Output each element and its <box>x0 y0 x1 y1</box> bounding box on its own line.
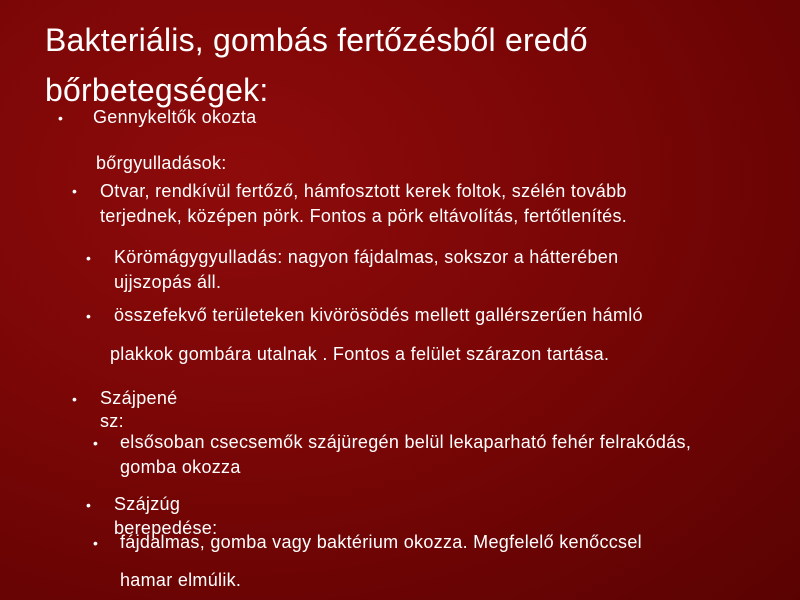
slide-title-line-1: Bakteriális, gombás fertőzésből eredő <box>45 22 588 58</box>
slide-title-line-2: bőrbetegségek: <box>45 72 269 108</box>
bullet-1-text-line-1: Gennykeltők okozta <box>93 107 257 127</box>
bullet-icon: • <box>93 435 98 451</box>
bullet-5-text-line-1: Szájpené <box>100 388 178 408</box>
bullet-icon: • <box>86 308 91 324</box>
bullet-icon: • <box>72 391 77 407</box>
bullet-8-text-line-1: fájdalmas, gomba vagy baktérium okozza. Megfelelő kenőccsel <box>120 532 642 552</box>
bullet-icon: • <box>86 250 91 266</box>
bullet-5-text-line-2: sz: <box>100 411 124 431</box>
bullet-6-text-line-1: elsősoban csecsemők szájüregén belül lekaparható fehér felrakódás, <box>120 432 692 452</box>
bullet-icon: • <box>72 183 77 199</box>
bullet-3-text-line-2: ujjszopás áll. <box>114 272 222 292</box>
bullet-2-text-line-1: Otvar, rendkívül fertőző, hámfosztott kerek foltok, szélén tovább <box>100 181 627 201</box>
bullet-8-text-line-2: hamar elmúlik. <box>120 570 242 590</box>
bullet-icon: • <box>86 497 91 513</box>
bullet-icon: • <box>93 535 98 551</box>
bullet-1-text-line-2: bőrgyulladások: <box>96 153 227 173</box>
bullet-4-text-line-1: összefekvő területeken kivörösödés mellett gallérszerűen hámló <box>114 305 643 325</box>
bullet-3-text-line-1: Körömágygyulladás: nagyon fájdalmas, sokszor a hátterében <box>114 247 619 267</box>
bullet-7-text-line-2: berepedése: <box>114 518 218 538</box>
bullet-4-text-line-2: plakkok gombára utalnak . Fontos a felület szárazon tartása. <box>110 344 610 364</box>
bullet-7-text-line-1: Szájzúg <box>114 494 181 514</box>
bullet-icon: • <box>58 110 63 126</box>
bullet-6-text-line-2: gomba okozza <box>120 457 241 477</box>
bullet-2-text-line-2: terjednek, középen pörk. Fontos a pörk eltávolítás, fertőtlenítés. <box>100 206 628 226</box>
